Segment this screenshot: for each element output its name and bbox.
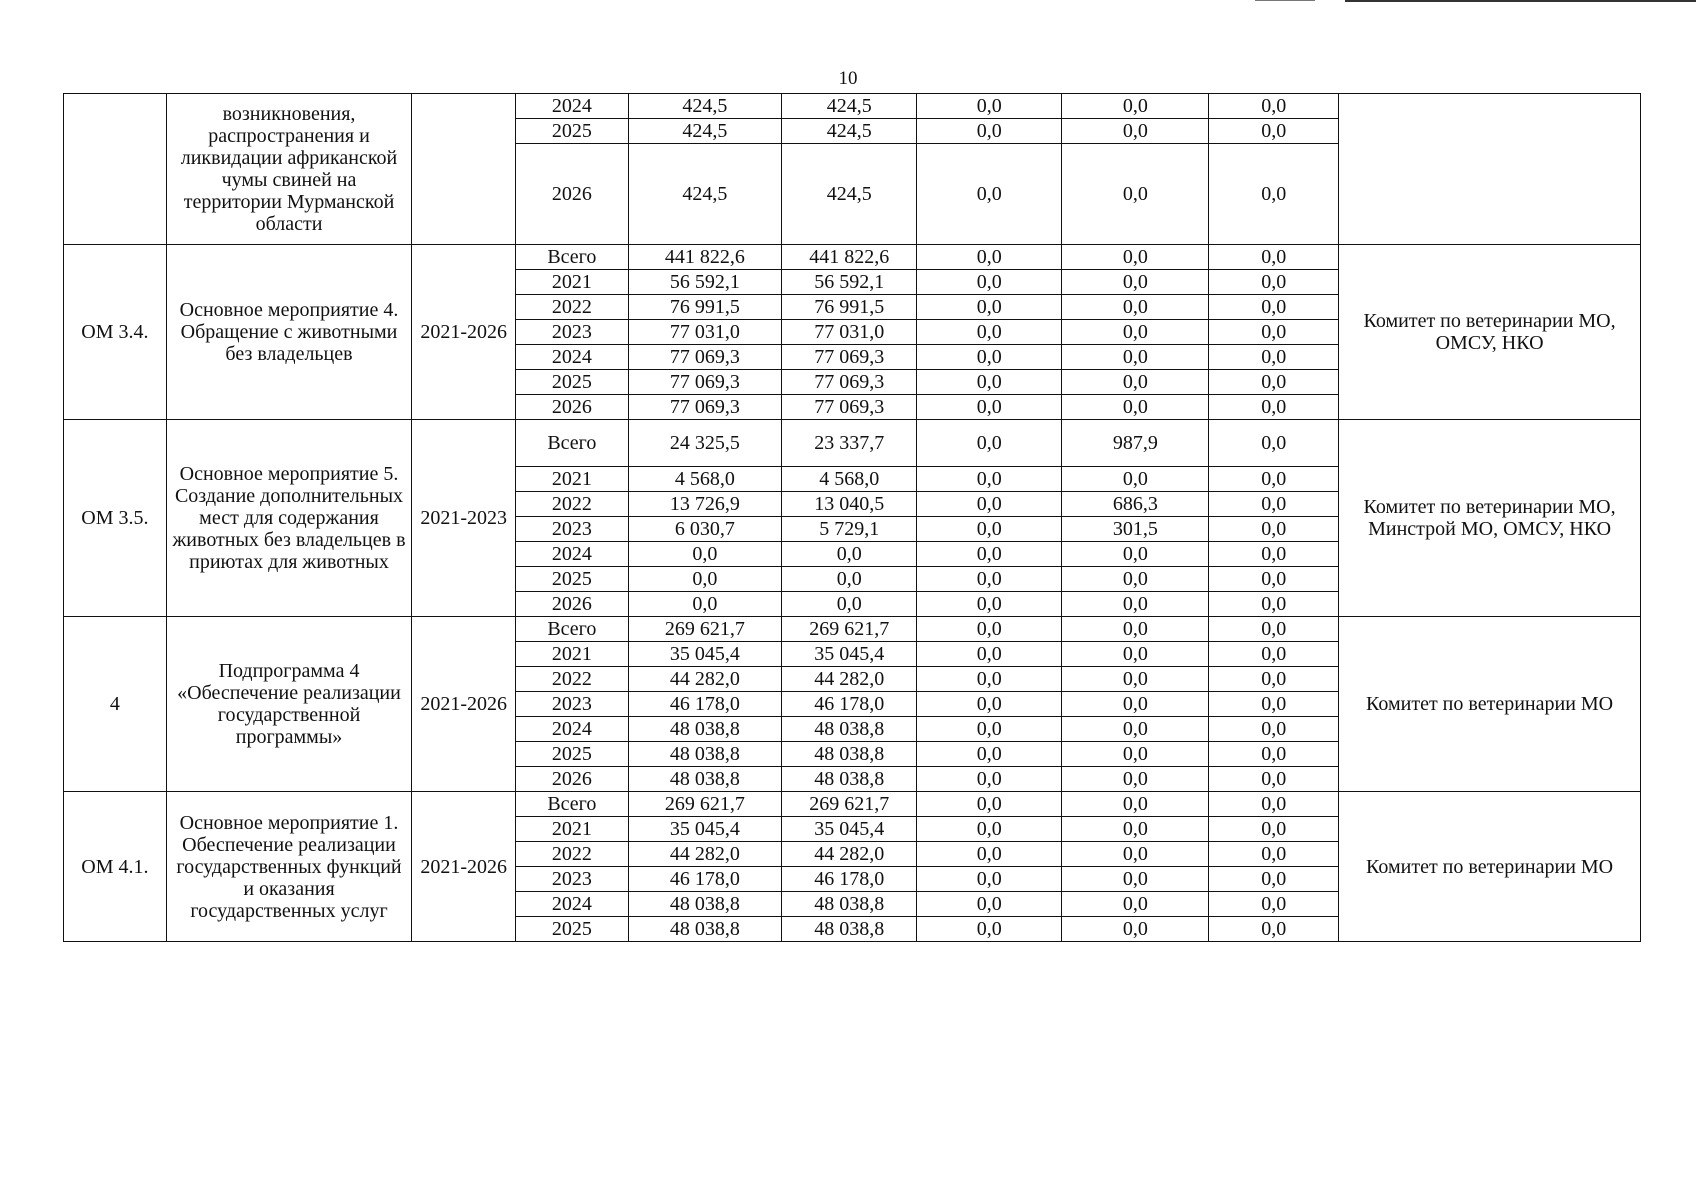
total-cell: 77 069,3	[628, 345, 782, 370]
local-budget-cell: 0,0	[1062, 742, 1209, 767]
regional-budget-cell: 77 069,3	[782, 345, 917, 370]
other-sources-cell: 0,0	[1209, 792, 1339, 817]
local-budget-cell: 686,3	[1062, 492, 1209, 517]
local-budget-cell: 0,0	[1062, 320, 1209, 345]
section-code: ОМ 3.4.	[64, 245, 167, 420]
section-period: 2021-2026	[412, 245, 516, 420]
other-sources-cell: 0,0	[1209, 492, 1339, 517]
total-cell: 48 038,8	[628, 742, 782, 767]
regional-budget-cell: 441 822,6	[782, 245, 917, 270]
total-cell: 0,0	[628, 592, 782, 617]
total-cell: 76 991,5	[628, 295, 782, 320]
federal-budget-cell: 0,0	[917, 717, 1062, 742]
year-cell: 2025	[516, 742, 628, 767]
regional-budget-cell: 48 038,8	[782, 717, 917, 742]
year-cell: 2024	[516, 94, 628, 119]
regional-budget-cell: 0,0	[782, 542, 917, 567]
local-budget-cell: 0,0	[1062, 667, 1209, 692]
total-cell: 46 178,0	[628, 692, 782, 717]
other-sources-cell: 0,0	[1209, 867, 1339, 892]
section-name: Основное мероприятие 1. Обеспечение реализации государственных функций и оказания государственных услуг	[166, 792, 412, 942]
total-cell: 24 325,5	[628, 420, 782, 467]
regional-budget-cell: 48 038,8	[782, 917, 917, 942]
page-number: 10	[838, 68, 858, 89]
year-cell: 2026	[516, 144, 628, 245]
total-cell: 44 282,0	[628, 842, 782, 867]
total-cell: 48 038,8	[628, 767, 782, 792]
year-cell: 2021	[516, 270, 628, 295]
regional-budget-cell: 0,0	[782, 592, 917, 617]
local-budget-cell: 0,0	[1062, 345, 1209, 370]
other-sources-cell: 0,0	[1209, 395, 1339, 420]
federal-budget-cell: 0,0	[917, 94, 1062, 119]
financing-table	[63, 93, 1641, 942]
federal-budget-cell: 0,0	[917, 842, 1062, 867]
regional-budget-cell: 76 991,5	[782, 295, 917, 320]
section-code: ОМ 4.1.	[64, 792, 167, 942]
other-sources-cell: 0,0	[1209, 270, 1339, 295]
total-cell: 0,0	[628, 567, 782, 592]
federal-budget-cell: 0,0	[917, 892, 1062, 917]
federal-budget-cell: 0,0	[917, 245, 1062, 270]
regional-budget-cell: 77 069,3	[782, 395, 917, 420]
other-sources-cell: 0,0	[1209, 842, 1339, 867]
local-budget-cell: 0,0	[1062, 692, 1209, 717]
local-budget-cell: 0,0	[1062, 717, 1209, 742]
local-budget-cell: 0,0	[1062, 892, 1209, 917]
other-sources-cell: 0,0	[1209, 144, 1339, 245]
other-sources-cell: 0,0	[1209, 817, 1339, 842]
regional-budget-cell: 48 038,8	[782, 892, 917, 917]
year-cell: 2023	[516, 320, 628, 345]
federal-budget-cell: 0,0	[917, 295, 1062, 320]
local-budget-cell: 0,0	[1062, 767, 1209, 792]
federal-budget-cell: 0,0	[917, 144, 1062, 245]
regional-budget-cell: 424,5	[782, 119, 917, 144]
year-cell: 2025	[516, 119, 628, 144]
section-code: 4	[64, 617, 167, 792]
total-cell: 77 069,3	[628, 395, 782, 420]
local-budget-cell: 0,0	[1062, 617, 1209, 642]
other-sources-cell: 0,0	[1209, 345, 1339, 370]
federal-budget-cell: 0,0	[917, 792, 1062, 817]
other-sources-cell: 0,0	[1209, 742, 1339, 767]
total-cell: 13 726,9	[628, 492, 782, 517]
year-cell: 2021	[516, 467, 628, 492]
year-cell: 2025	[516, 917, 628, 942]
table-row	[64, 792, 1641, 817]
federal-budget-cell: 0,0	[917, 467, 1062, 492]
other-sources-cell: 0,0	[1209, 767, 1339, 792]
section-executor: Комитет по ветеринарии МО	[1339, 617, 1641, 792]
regional-budget-cell: 48 038,8	[782, 767, 917, 792]
other-sources-cell: 0,0	[1209, 467, 1339, 492]
total-cell: 424,5	[628, 94, 782, 119]
federal-budget-cell: 0,0	[917, 345, 1062, 370]
local-budget-cell: 0,0	[1062, 542, 1209, 567]
local-budget-cell: 0,0	[1062, 567, 1209, 592]
year-cell: 2022	[516, 842, 628, 867]
table-row	[64, 245, 1641, 270]
local-budget-cell: 0,0	[1062, 144, 1209, 245]
federal-budget-cell: 0,0	[917, 642, 1062, 667]
regional-budget-cell: 77 069,3	[782, 370, 917, 395]
local-budget-cell: 0,0	[1062, 867, 1209, 892]
federal-budget-cell: 0,0	[917, 692, 1062, 717]
total-cell: 48 038,8	[628, 892, 782, 917]
local-budget-cell: 0,0	[1062, 119, 1209, 144]
federal-budget-cell: 0,0	[917, 592, 1062, 617]
local-budget-cell: 0,0	[1062, 792, 1209, 817]
federal-budget-cell: 0,0	[917, 617, 1062, 642]
table-row	[64, 94, 1641, 119]
federal-budget-cell: 0,0	[917, 817, 1062, 842]
section-name: Основное мероприятие 4. Обращение с животными без владельцев	[166, 245, 412, 420]
local-budget-cell: 0,0	[1062, 817, 1209, 842]
year-cell: 2023	[516, 867, 628, 892]
total-cell: 424,5	[628, 119, 782, 144]
other-sources-cell: 0,0	[1209, 370, 1339, 395]
local-budget-cell: 0,0	[1062, 642, 1209, 667]
total-cell: 77 069,3	[628, 370, 782, 395]
federal-budget-cell: 0,0	[917, 370, 1062, 395]
federal-budget-cell: 0,0	[917, 420, 1062, 467]
regional-budget-cell: 48 038,8	[782, 742, 917, 767]
year-cell: Всего	[516, 245, 628, 270]
scan-edge-rule	[1345, 0, 1696, 2]
local-budget-cell: 0,0	[1062, 295, 1209, 320]
other-sources-cell: 0,0	[1209, 119, 1339, 144]
federal-budget-cell: 0,0	[917, 395, 1062, 420]
federal-budget-cell: 0,0	[917, 867, 1062, 892]
regional-budget-cell: 46 178,0	[782, 867, 917, 892]
other-sources-cell: 0,0	[1209, 692, 1339, 717]
local-budget-cell: 0,0	[1062, 842, 1209, 867]
regional-budget-cell: 269 621,7	[782, 617, 917, 642]
other-sources-cell: 0,0	[1209, 667, 1339, 692]
total-cell: 56 592,1	[628, 270, 782, 295]
section-name: Подпрограмма 4 «Обеспечение реализации государственной программы»	[166, 617, 412, 792]
year-cell: 2026	[516, 767, 628, 792]
other-sources-cell: 0,0	[1209, 295, 1339, 320]
local-budget-cell: 0,0	[1062, 245, 1209, 270]
year-cell: 2024	[516, 345, 628, 370]
regional-budget-cell: 269 621,7	[782, 792, 917, 817]
total-cell: 44 282,0	[628, 667, 782, 692]
year-cell: 2021	[516, 817, 628, 842]
federal-budget-cell: 0,0	[917, 542, 1062, 567]
federal-budget-cell: 0,0	[917, 567, 1062, 592]
total-cell: 35 045,4	[628, 642, 782, 667]
total-cell: 269 621,7	[628, 792, 782, 817]
local-budget-cell: 0,0	[1062, 94, 1209, 119]
year-cell: 2025	[516, 370, 628, 395]
regional-budget-cell: 424,5	[782, 144, 917, 245]
year-cell: Всего	[516, 792, 628, 817]
local-budget-cell: 0,0	[1062, 917, 1209, 942]
section-period: 2021-2023	[412, 420, 516, 617]
federal-budget-cell: 0,0	[917, 320, 1062, 345]
section-code	[64, 94, 167, 245]
regional-budget-cell: 46 178,0	[782, 692, 917, 717]
regional-budget-cell: 0,0	[782, 567, 917, 592]
scan-edge-mark	[1255, 0, 1315, 1]
total-cell: 48 038,8	[628, 917, 782, 942]
year-cell: Всего	[516, 420, 628, 467]
section-period: 2021-2026	[412, 617, 516, 792]
year-cell: 2022	[516, 667, 628, 692]
local-budget-cell: 0,0	[1062, 395, 1209, 420]
section-executor: Комитет по ветеринарии МО, Минстрой МО, ОМСУ, НКО	[1339, 420, 1641, 617]
federal-budget-cell: 0,0	[917, 270, 1062, 295]
section-executor: Комитет по ветеринарии МО, ОМСУ, НКО	[1339, 245, 1641, 420]
local-budget-cell: 987,9	[1062, 420, 1209, 467]
total-cell: 35 045,4	[628, 817, 782, 842]
other-sources-cell: 0,0	[1209, 617, 1339, 642]
other-sources-cell: 0,0	[1209, 892, 1339, 917]
regional-budget-cell: 77 031,0	[782, 320, 917, 345]
section-period	[412, 94, 516, 245]
other-sources-cell: 0,0	[1209, 642, 1339, 667]
federal-budget-cell: 0,0	[917, 492, 1062, 517]
total-cell: 46 178,0	[628, 867, 782, 892]
year-cell: 2026	[516, 592, 628, 617]
year-cell: 2022	[516, 492, 628, 517]
other-sources-cell: 0,0	[1209, 717, 1339, 742]
other-sources-cell: 0,0	[1209, 542, 1339, 567]
total-cell: 48 038,8	[628, 717, 782, 742]
year-cell: 2023	[516, 517, 628, 542]
total-cell: 424,5	[628, 144, 782, 245]
year-cell: Всего	[516, 617, 628, 642]
regional-budget-cell: 23 337,7	[782, 420, 917, 467]
total-cell: 77 031,0	[628, 320, 782, 345]
total-cell: 4 568,0	[628, 467, 782, 492]
regional-budget-cell: 44 282,0	[782, 667, 917, 692]
other-sources-cell: 0,0	[1209, 245, 1339, 270]
other-sources-cell: 0,0	[1209, 320, 1339, 345]
section-code: ОМ 3.5.	[64, 420, 167, 617]
year-cell: 2024	[516, 542, 628, 567]
year-cell: 2023	[516, 692, 628, 717]
local-budget-cell: 0,0	[1062, 592, 1209, 617]
total-cell: 6 030,7	[628, 517, 782, 542]
section-period: 2021-2026	[412, 792, 516, 942]
regional-budget-cell: 4 568,0	[782, 467, 917, 492]
section-name: возникновения, распространения и ликвидации африканской чумы свиней на территории Мурманской области	[166, 94, 412, 245]
federal-budget-cell: 0,0	[917, 917, 1062, 942]
other-sources-cell: 0,0	[1209, 567, 1339, 592]
section-name: Основное мероприятие 5. Создание дополнительных мест для содержания животных без владельцев в приютах для животных	[166, 420, 412, 617]
other-sources-cell: 0,0	[1209, 592, 1339, 617]
regional-budget-cell: 35 045,4	[782, 817, 917, 842]
regional-budget-cell: 13 040,5	[782, 492, 917, 517]
section-executor	[1339, 94, 1641, 245]
other-sources-cell: 0,0	[1209, 420, 1339, 467]
table-row	[64, 617, 1641, 642]
local-budget-cell: 0,0	[1062, 370, 1209, 395]
section-executor: Комитет по ветеринарии МО	[1339, 792, 1641, 942]
other-sources-cell: 0,0	[1209, 94, 1339, 119]
federal-budget-cell: 0,0	[917, 119, 1062, 144]
year-cell: 2021	[516, 642, 628, 667]
federal-budget-cell: 0,0	[917, 667, 1062, 692]
year-cell: 2024	[516, 892, 628, 917]
financing-table-body	[64, 94, 1641, 942]
year-cell: 2026	[516, 395, 628, 420]
year-cell: 2024	[516, 717, 628, 742]
year-cell: 2025	[516, 567, 628, 592]
regional-budget-cell: 56 592,1	[782, 270, 917, 295]
regional-budget-cell: 424,5	[782, 94, 917, 119]
local-budget-cell: 301,5	[1062, 517, 1209, 542]
regional-budget-cell: 35 045,4	[782, 642, 917, 667]
total-cell: 441 822,6	[628, 245, 782, 270]
regional-budget-cell: 44 282,0	[782, 842, 917, 867]
federal-budget-cell: 0,0	[917, 517, 1062, 542]
year-cell: 2022	[516, 295, 628, 320]
local-budget-cell: 0,0	[1062, 467, 1209, 492]
local-budget-cell: 0,0	[1062, 270, 1209, 295]
federal-budget-cell: 0,0	[917, 767, 1062, 792]
federal-budget-cell: 0,0	[917, 742, 1062, 767]
table-row	[64, 420, 1641, 467]
other-sources-cell: 0,0	[1209, 917, 1339, 942]
regional-budget-cell: 5 729,1	[782, 517, 917, 542]
total-cell: 269 621,7	[628, 617, 782, 642]
total-cell: 0,0	[628, 542, 782, 567]
other-sources-cell: 0,0	[1209, 517, 1339, 542]
